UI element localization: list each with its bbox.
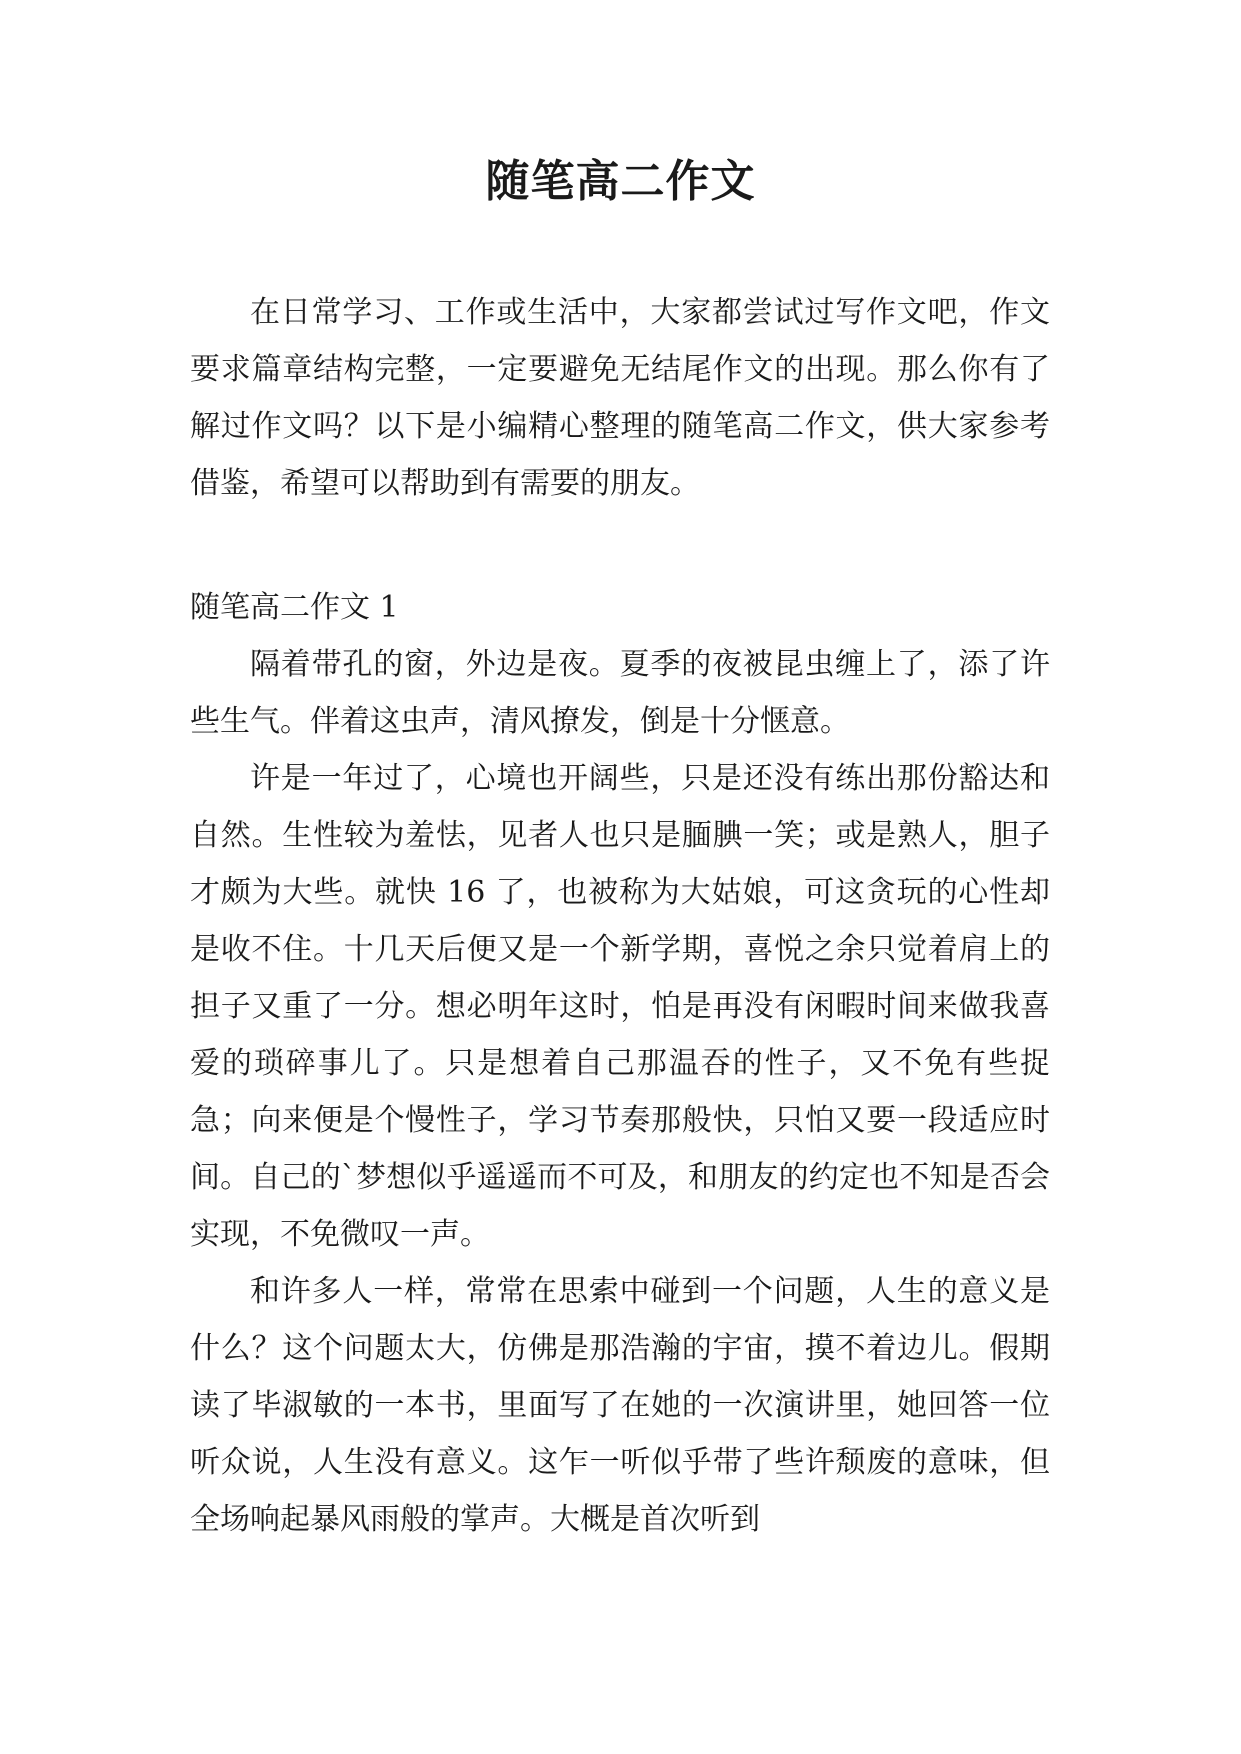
document-title: 随笔高二作文 <box>485 156 756 207</box>
intro-paragraph: 在日常学习、工作或生活中，大家都尝试过写作文吧，作文要求篇章结构完整，一定要避免无结尾作文的出现。那么你有了解过作文吗？以下是小编精心整理的随笔高二作文，供大家参考借鉴，希望可以帮助到有需要的朋友。 <box>190 295 1050 501</box>
body-paragraph: 隔着带孔的窗，外边是夜。夏季的夜被昆虫缠上了，添了许些生气。伴着这虫声，清风撩发，倒是十分惬意。 <box>190 647 1050 739</box>
body-paragraph: 许是一年过了，心境也开阔些，只是还没有练出那份豁达和自然。生性较为羞怯，见者人也只是腼腆一笑；或是熟人，胆子才颇为大些。就快 16 了，也被称为大姑娘，可这贪玩的心性却是收不住。十几天后便又是一个新学期，喜悦之余只觉着肩上的担子又重了一分。想必明年这时，怕是再没有闲暇时间来做我喜爱的琐碎事儿了。只是想着自己那温吞的性子，又不免有些捉急；向来便是个慢性子，学习节奏那般快，只怕又要一段适应时间。自己的`梦想似乎遥遥而不可及，和朋友的约定也不知是否会实现，不免微叹一声。 <box>190 761 1050 1252</box>
section-body <box>190 636 1050 1548</box>
section-heading: 随笔高二作文 1 <box>190 590 399 625</box>
body-paragraph: 和许多人一样，常常在思索中碰到一个问题，人生的意义是什么？这个问题太大，仿佛是那浩瀚的宇宙，摸不着边儿。假期读了毕淑敏的一本书，里面写了在她的一次演讲里，她回答一位听众说，人生没有意义。这乍一听似乎带了些许颓废的意味，但全场响起暴风雨般的掌声。大概是首次听到 <box>190 1274 1050 1537</box>
